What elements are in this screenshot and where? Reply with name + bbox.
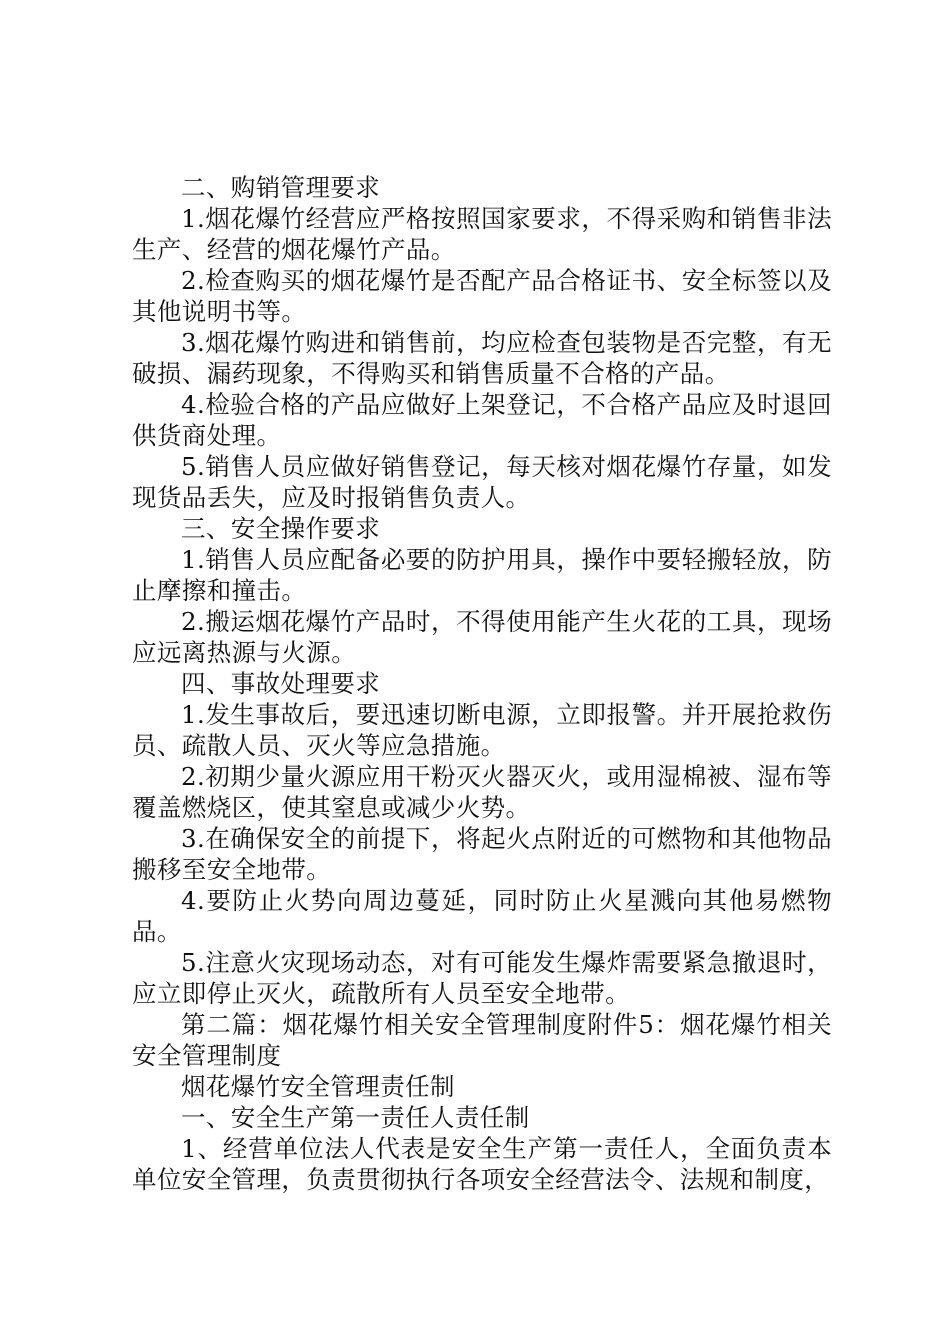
paragraph: 3.烟花爆竹购进和销售前，均应检查包装物是否完整，有无破损、漏药现象，不得购买和销售质量不合格的产品。 (132, 328, 832, 388)
paragraph: 2.初期少量火源应用干粉灭火器灭火，或用湿棉被、湿布等覆盖燃烧区，使其窒息或减少火势。 (132, 762, 832, 822)
document-body (132, 172, 832, 1195)
section-heading-purchase-sales: 二、购销管理要求 (181, 173, 381, 202)
paragraph: 4.要防止火势向周边蔓延，同时防止火星溅向其他易燃物品。 (132, 886, 832, 946)
paragraph: 5.销售人员应做好销售登记，每天核对烟花爆竹存量，如发现货品丢失，应及时报销售负责人。 (132, 452, 832, 512)
section-heading-first-responsible: 一、安全生产第一责任人责任制 (181, 1103, 530, 1132)
paragraph: 1.烟花爆竹经营应严格按照国家要求，不得采购和销售非法生产、经营的烟花爆竹产品。 (132, 204, 832, 264)
section-heading-safety-operation: 三、安全操作要求 (181, 514, 381, 543)
paragraph: 1.销售人员应配备必要的防护用具，操作中要轻搬轻放，防止摩擦和撞击。 (132, 545, 832, 605)
section-title: 烟花爆竹安全管理责任制 (181, 1072, 455, 1101)
paragraph: 3.在确保安全的前提下，将起火点附近的可燃物和其他物品搬移至安全地带。 (132, 824, 832, 884)
section-heading-accident-handling: 四、事故处理要求 (181, 669, 381, 698)
paragraph: 2.搬运烟花爆竹产品时，不得使用能产生火花的工具，现场应远离热源与火源。 (132, 607, 832, 667)
paragraph: 4.检验合格的产品应做好上架登记，不合格产品应及时退回供货商处理。 (132, 390, 832, 450)
paragraph: 2.检查购买的烟花爆竹是否配产品合格证书、安全标签以及其他说明书等。 (132, 266, 832, 326)
paragraph: 1.发生事故后，要迅速切断电源，立即报警。并开展抢救伤员、疏散人员、灭火等应急措施。 (132, 700, 832, 760)
paragraph: 1、经营单位法人代表是安全生产第一责任人，全面负责本单位安全管理，负责贯彻执行各项安全经营法令、法规和制度， (132, 1134, 832, 1194)
chapter-heading: 第二篇：烟花爆竹相关安全管理制度附件5：烟花爆竹相关安全管理制度 (132, 1010, 832, 1070)
paragraph: 5.注意火灾现场动态，对有可能发生爆炸需要紧急撤退时，应立即停止灭火，疏散所有人员至安全地带。 (132, 948, 832, 1008)
